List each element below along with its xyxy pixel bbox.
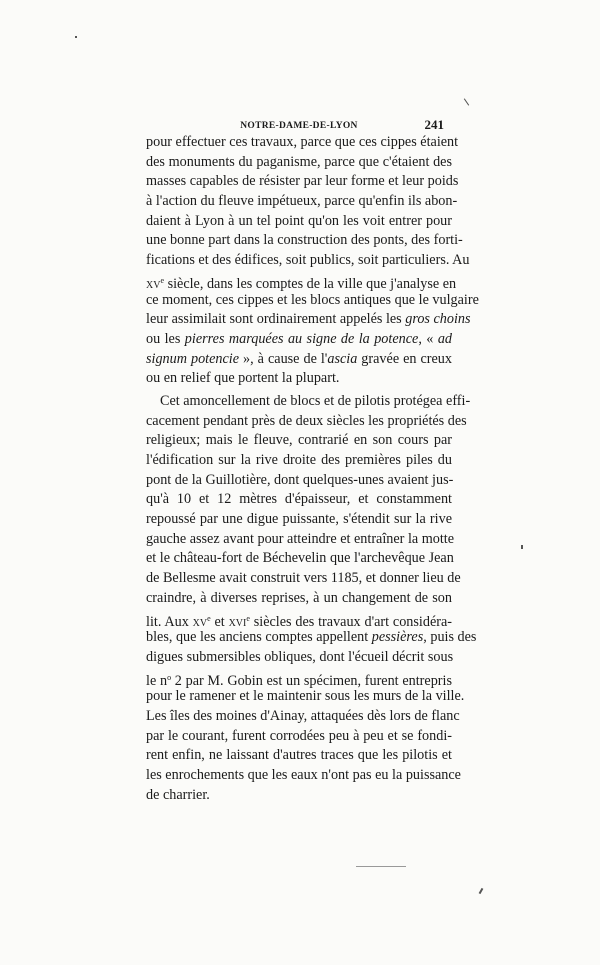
text-segment: fications et des édifices, soit publics, soit particuliers. Au <box>146 252 470 269</box>
text-line <box>146 510 452 530</box>
text-segment: xv <box>146 275 161 292</box>
text-line <box>146 746 452 766</box>
scan-speck <box>464 98 469 105</box>
scan-speck <box>479 888 484 894</box>
text-line <box>146 231 463 251</box>
italic-text: pessières <box>371 629 424 646</box>
text-segment: 2 par M. Gobin est un spécimen, furent entrepris <box>171 672 452 689</box>
text-segment: leur assimilait sont ordinairement appelés les <box>146 311 406 328</box>
text-segment: ou les <box>146 330 185 347</box>
italic-text: ascia <box>327 350 358 367</box>
italic-text: gros choins <box>405 311 471 328</box>
text-line <box>146 727 452 747</box>
text-line <box>146 431 452 451</box>
text-segment: daient à Lyon à un tel point qu'on les voit entrer pour <box>146 212 452 229</box>
text-segment: Les îles des moines d'Ainay, attaquées dès lors de flanc <box>146 707 460 724</box>
text-line <box>146 766 461 786</box>
text-line <box>146 648 452 668</box>
text-segment: par le courant, furent corrodées peu à peu et se fondi- <box>146 727 452 744</box>
text-segment: gravée en creux <box>357 350 452 367</box>
superscript: e <box>207 613 211 623</box>
page-number: 241 <box>424 117 444 132</box>
text-segment: siècles des travaux d'art considéra- <box>249 613 452 630</box>
italic-text: ad <box>437 330 453 347</box>
text-segment: lit. Aux <box>146 613 193 630</box>
text-segment: digues submersibles obliques, dont l'écueil décrit sous <box>146 648 454 665</box>
text-line <box>146 271 457 292</box>
text-line <box>146 212 452 232</box>
text-line <box>146 471 452 491</box>
text-segment: à l'action du fleuve impétueux, parce qu'enfin ils abon- <box>146 193 458 210</box>
text-segment: les enrochements que les eaux n'ont pas eu la puissance <box>146 767 461 783</box>
text-line <box>146 530 455 550</box>
text-segment: des monuments du paganisme, parce que c'étaient des <box>146 153 452 170</box>
text-line <box>146 291 479 311</box>
text-segment: religieux; mais le fleuve, contrarié en son cours par <box>146 432 452 449</box>
text-line <box>146 569 461 589</box>
text-segment: bles, que les anciens comptes appellent <box>146 629 372 646</box>
paragraph <box>146 392 477 805</box>
text-line <box>146 549 452 569</box>
text-segment: xv <box>192 613 208 630</box>
text-segment: le n <box>146 672 168 689</box>
text-segment: Cet amoncellement de blocs et de pilotis protégea effi- <box>160 392 471 409</box>
superscript: e <box>246 613 250 623</box>
text-line <box>146 589 452 609</box>
text-segment: pour le ramener et le maintenir sous les murs de la ville. <box>146 688 465 705</box>
text-segment: une bonne part dans la construction des ponts, des forti- <box>146 232 463 249</box>
text-segment: cacement pendant près de deux siècles les propriétés des <box>146 412 467 429</box>
text-segment: pour effectuer ces travaux, parce que ces cippes étaient <box>146 134 459 150</box>
superscript: e <box>160 275 165 285</box>
italic-text: signum potencie <box>146 350 240 367</box>
text-segment: , « <box>418 330 438 347</box>
text-line <box>146 172 459 192</box>
text-segment: et <box>210 613 229 630</box>
text-line <box>146 369 452 389</box>
body-text <box>146 133 479 805</box>
text-segment: , puis des <box>423 629 477 646</box>
text-segment: qu'à 10 et 12 mètres d'épaisseur, et constamment <box>146 491 452 508</box>
text-line <box>146 192 458 212</box>
text-line <box>146 609 452 629</box>
italic-text: pierres marquées au signe de la potence <box>184 330 419 347</box>
text-line <box>146 786 452 806</box>
text-segment: rent enfin, ne laissant d'autres traces que les pilotis et <box>146 747 452 764</box>
text-line <box>146 392 471 412</box>
text-segment: xvi <box>228 613 247 630</box>
text-line <box>146 350 452 370</box>
text-segment: et le château-fort de Béchevelin que l'archevêque Jean <box>146 550 454 567</box>
text-line <box>146 490 452 510</box>
text-line <box>146 451 452 471</box>
text-segment: repoussé par une digue puissante, s'étendit sur la rive <box>146 511 452 528</box>
text-segment: de charrier. <box>146 786 210 803</box>
text-line <box>146 330 452 350</box>
text-line <box>146 687 465 707</box>
text-line <box>146 251 470 271</box>
scan-speck <box>75 36 77 38</box>
text-segment: l'édification sur la rive droite des premières piles du <box>146 452 452 468</box>
text-segment: de Bellesme avait construit vers 1185, et donner lieu de <box>146 570 461 587</box>
text-line <box>146 133 459 153</box>
text-segment: gauche assez avant pour atteindre et entraîner la motte <box>146 530 455 547</box>
text-segment: craindre, à diverses reprises, à un changement de son <box>146 589 452 606</box>
paragraph <box>146 133 479 389</box>
text-segment: », à cause de l' <box>239 350 328 367</box>
text-line <box>146 412 467 432</box>
text-segment: siècle, dans les comptes de la ville que j'analyse en <box>164 275 457 292</box>
running-title: NOTRE-DAME-DE-LYON <box>240 121 358 131</box>
superscript: o <box>167 672 172 682</box>
text-line <box>146 668 452 688</box>
text-segment: ce moment, ces cippes et les blocs antiques que le vulgaire <box>146 291 479 308</box>
text-line <box>146 707 460 727</box>
scan-speck <box>356 866 406 867</box>
scan-speck <box>521 545 523 549</box>
text-segment: ou en relief que portent la plupart. <box>146 370 340 387</box>
text-line <box>146 628 477 648</box>
text-line <box>146 310 471 330</box>
text-line <box>146 153 452 173</box>
text-segment: masses capables de résister par leur forme et leur poids <box>146 173 459 190</box>
text-segment: pont de la Guillotière, dont quelques-unes avaient jus- <box>146 471 454 488</box>
